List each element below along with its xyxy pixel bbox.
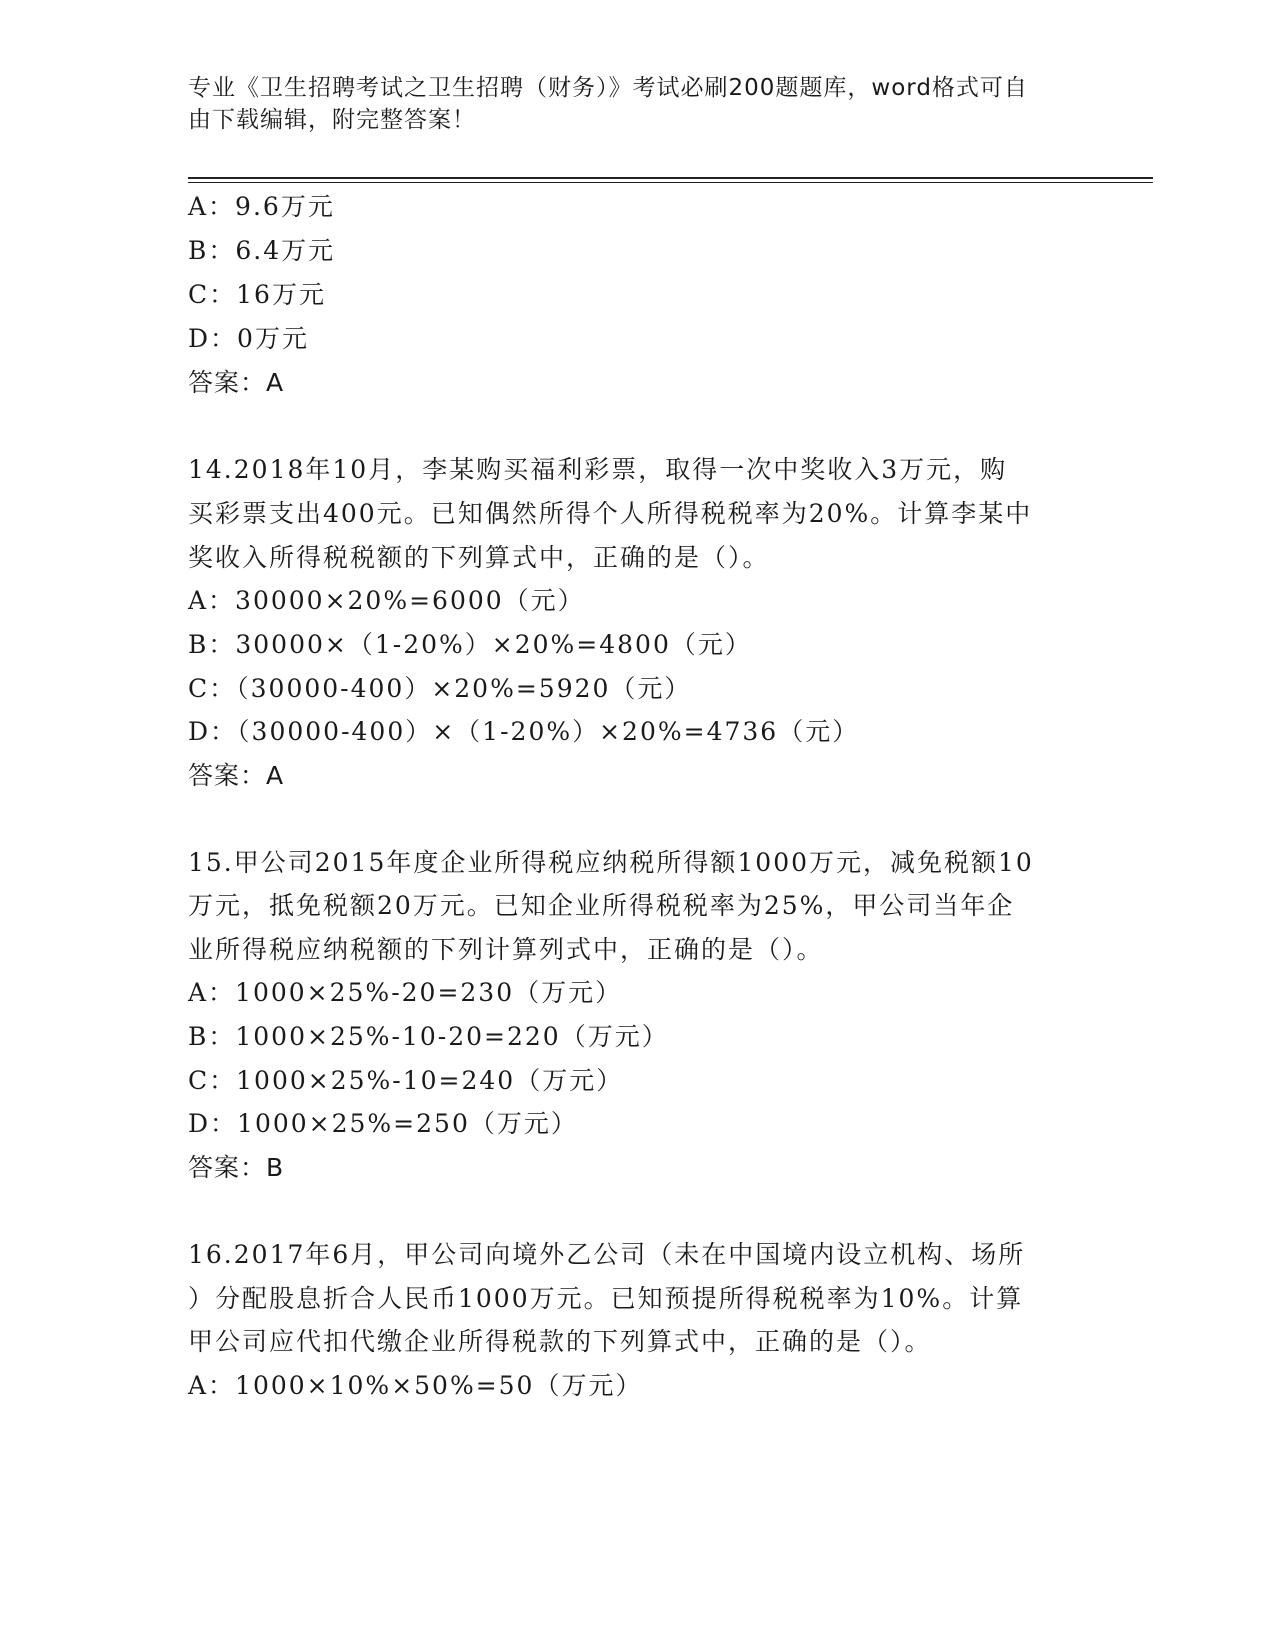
q15-stem-line-1: 15.甲公司2015年度企业所得税应纳税所得额1000万元，减免税额10 [188, 848, 1034, 877]
q14-stem-line-3: 奖收入所得税税额的下列算式中，正确的是（）。 [188, 543, 770, 572]
header-divider-thick [188, 177, 1153, 179]
q13-option-d: D：0万元 [188, 324, 309, 353]
q15-option-b: B：1000×25%-10-20=220（万元） [188, 1022, 669, 1051]
q16-stem-line-2: ）分配股息折合人民币1000万元。已知预提所得税税率为10%。计算 [188, 1284, 1024, 1313]
header-line-1: 专业《卫生招聘考试之卫生招聘（财务）》考试必刷200题题库，word格式可自 [188, 75, 1028, 101]
q16-option-a: A：1000×10%×50%=50（万元） [188, 1371, 643, 1400]
q14-stem-line-2: 买彩票支出400元。已知偶然所得个人所得税税率为20%。计算李某中 [188, 499, 1033, 528]
q15-stem-line-3: 业所得税应纳税额的下列计算列式中，正确的是（）。 [188, 935, 824, 964]
q15-answer: 答案：B [188, 1153, 285, 1182]
q14-answer: 答案：A [188, 761, 285, 790]
q15-option-c: C：1000×25%-10=240（万元） [188, 1066, 624, 1095]
q13-option-b: B：6.4万元 [188, 236, 336, 265]
q13-option-c: C：16万元 [188, 280, 326, 309]
q16-stem-line-1: 16.2017年6月，甲公司向境外乙公司（未在中国境内设立机构、场所 [188, 1240, 1026, 1269]
q14-option-b: B：30000×（1-20%）×20%=4800（元） [188, 630, 752, 659]
q14-option-a: A：30000×20%=6000（元） [188, 586, 585, 615]
document-header [188, 72, 1078, 136]
q15-option-a: A：1000×25%-20=230（万元） [188, 978, 623, 1007]
q13-option-a: A：9.6万元 [188, 192, 335, 221]
q14-stem-line-1: 14.2018年10月，李某购买福利彩票，取得一次中奖收入3万元，购 [188, 455, 1008, 484]
q16-stem-line-3: 甲公司应代扣代缴企业所得税款的下列算式中，正确的是（）。 [188, 1327, 932, 1356]
q14-option-d: D：（30000-400）×（1-20%）×20%=4736（元） [188, 717, 860, 746]
q15-stem-line-2: 万元，抵免税额20万元。已知企业所得税税率为25%，甲公司当年企 [188, 891, 1015, 920]
q14-option-c: C：（30000-400）×20%=5920（元） [188, 674, 692, 703]
q13-answer: 答案：A [188, 368, 285, 397]
header-line-2: 由下载编辑，附完整答案！ [188, 107, 476, 133]
header-divider-thin [188, 182, 1153, 183]
q15-option-d: D：1000×25%=250（万元） [188, 1109, 578, 1138]
